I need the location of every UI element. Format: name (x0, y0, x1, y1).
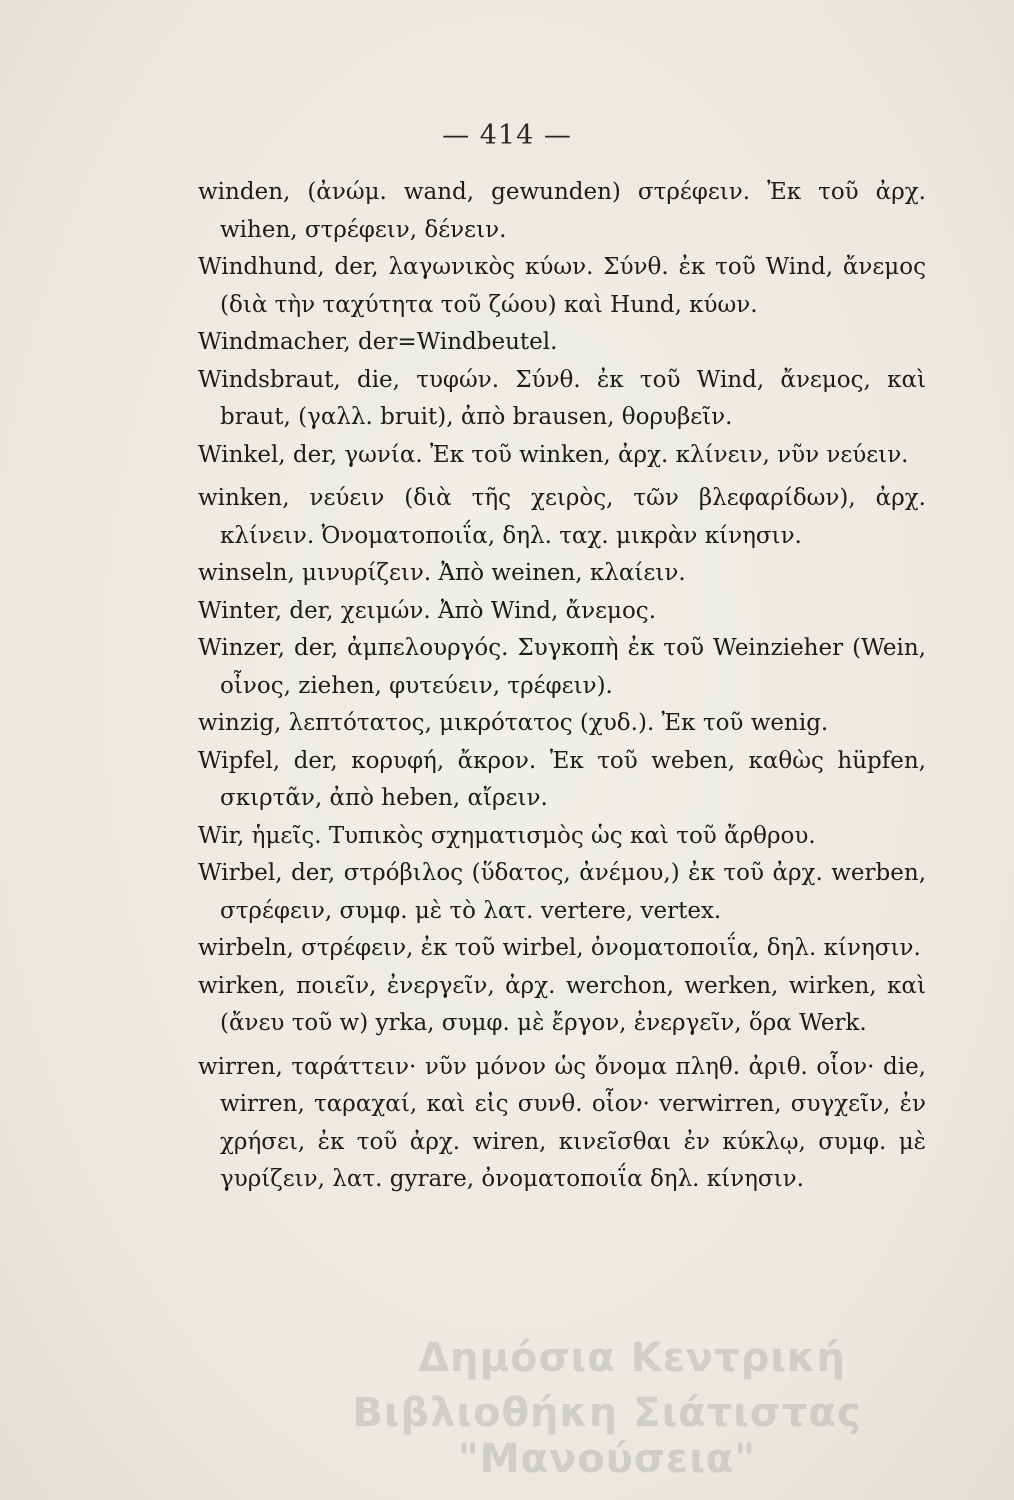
dictionary-entry: Winter, der, χειμών. Ἀπὸ Wind, ἄνεμος. (198, 597, 657, 624)
library-watermark-line-1: Δημόσια Κεντρική (418, 1335, 846, 1381)
dictionary-entry: wirbeln, στρέφειν, ἐκ τοῦ wirbel, ὀνοματοποιΐα, δηλ. κίνησιν. (198, 935, 921, 961)
dictionary-entry: Wirbel, der, στρόβιλος (ὕδατος, ἀνέμου,) ἐκ τοῦ ἀρχ. werben, στρέφειν, συμφ. μὲ τὸ λατ. vertere, vertex. (198, 860, 926, 924)
dictionary-entry: Windsbraut, die, τυφών. Σύνθ. ἐκ τοῦ Wind, ἄνεμος, καὶ braut, (γαλλ. bruit), ἀπὸ brausen, θορυβεῖν. (198, 366, 926, 430)
page-number: — 414 — (442, 120, 572, 151)
dictionary-entry: winken, νεύειν (διὰ τῆς χειρὸς, τῶν βλεφαρίδων), ἀρχ. κλίνειν. Ὀνοματοποιΐα, δηλ. ταχ. μικρὰν κίνησιν. (198, 485, 926, 549)
dictionary-entries (198, 174, 926, 1199)
dictionary-entry: winseln, μινυρίζειν. Ἀπὸ weinen, κλαίειν. (198, 560, 686, 586)
dictionary-entry: Windmacher, der=Windbeutel. (198, 329, 558, 355)
dictionary-entry: wirren, ταράττειν· νῦν μόνον ὡς ὄνομα πληθ. ἀριθ. οἷον· die, wirren, ταραχαί, καὶ εἰς συνθ. οἷον· verwirren, συγχεῖν, ἐν χρήσει, ἐκ τοῦ ἀρχ. wiren, κινεῖσθαι ἐν κύκλῳ, συμφ. μὲ γυρίζειν, λατ. gyrare, ὀνοματοποιΐα δηλ. κίνησιν. (198, 1053, 926, 1192)
dictionary-entry: Wir, ἡμεῖς. Τυπικὸς σχηματισμὸς ὡς καὶ τοῦ ἄρθρου. (198, 822, 816, 849)
dictionary-entry: Windhund, der, λαγωνικὸς κύων. Σύνθ. ἐκ τοῦ Wind, ἄνεμος (διὰ τὴν ταχύτητα τοῦ ζώου) καὶ Hund, κύων. (198, 254, 926, 318)
dictionary-entry: Wipfel, der, κορυφή, ἄκρον. Ἐκ τοῦ weben, καθὼς hüpfen, σκιρτᾶν, ἀπὸ heben, αἴρειν. (198, 747, 926, 811)
dictionary-entry: Winkel, der, γωνία. Ἐκ τοῦ winken, ἀρχ. κλίνειν, νῦν νεύειν. (198, 441, 909, 468)
dictionary-entry: winzig, λεπτότατος, μικρότατος (χυδ.). Ἐκ τοῦ wenig. (198, 710, 829, 736)
library-watermark-line-2: Βιβλιοθήκη Σιάτιστας "Μανούσεια" (352, 1390, 862, 1482)
dictionary-entry: Winzer, der, ἀμπελουργός. Συγκοπὴ ἐκ τοῦ Weinzieher (Wein, οἶνος, ziehen, φυτεύειν, τρέφειν). (198, 635, 926, 699)
dictionary-entry: wirken, ποιεῖν, ἐνεργεῖν, ἀρχ. werchon, werken, wirken, καὶ (ἄνευ τοῦ w) yrka, συμφ. μὲ ἔργον, ἐνεργεῖν, ὅρα Werk. (198, 972, 926, 1036)
dictionary-entry: winden, (ἀνώμ. wand, gewunden) στρέφειν. Ἐκ τοῦ ἀρχ. wihen, στρέφειν, δένειν. (198, 179, 926, 243)
